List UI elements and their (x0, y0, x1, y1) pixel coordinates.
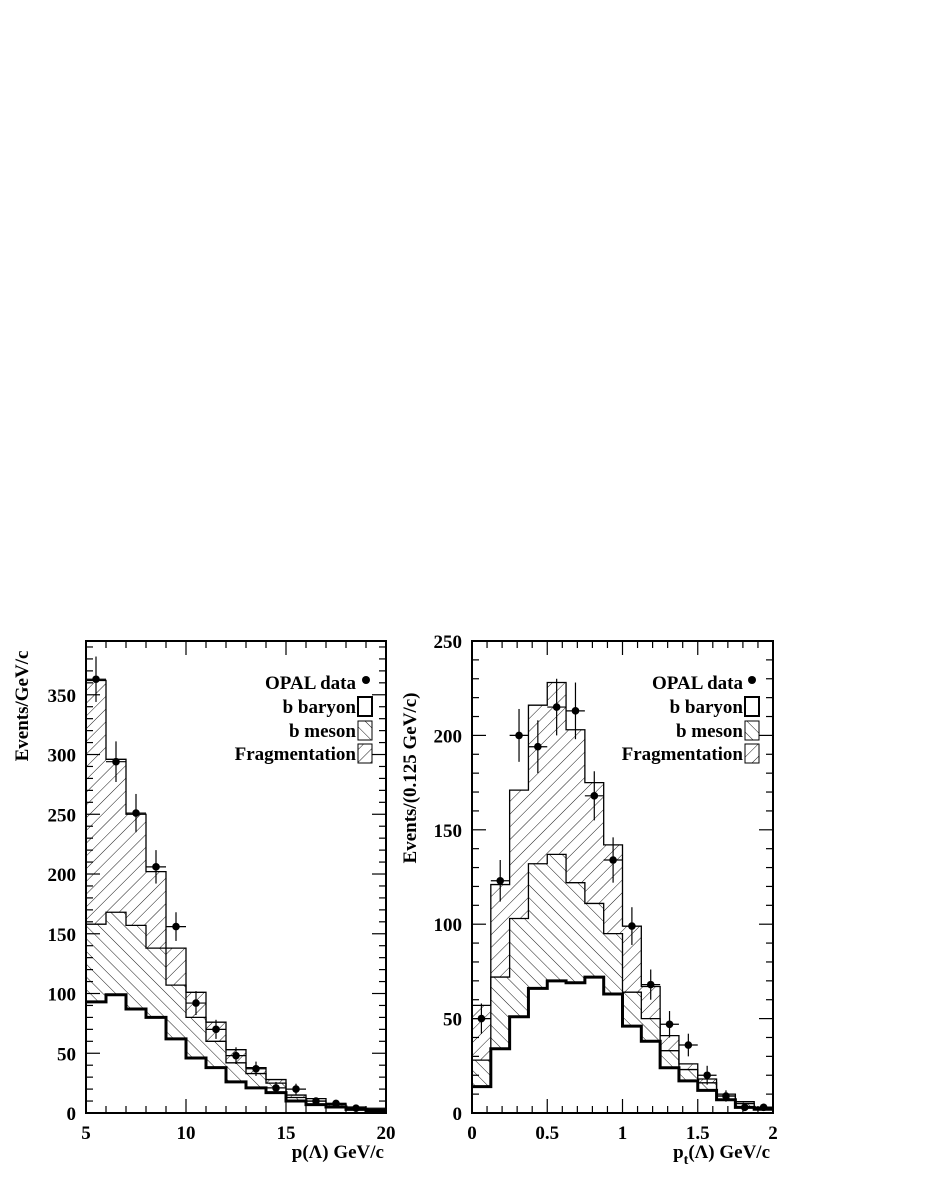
right-x-tick-label-1: 0.5 (535, 1123, 560, 1144)
left-legend-box-empty-icon (358, 697, 372, 716)
right-data-point-0 (478, 1015, 486, 1023)
right-x-tick-label-3: 1.5 (685, 1123, 710, 1144)
left-legend-dot-icon (362, 676, 370, 684)
right-x-axis-title-main: p (673, 1142, 684, 1163)
right-b-meson-bin-5 (566, 883, 585, 983)
left-data-point-7 (232, 1052, 240, 1060)
right-data-point-3 (534, 743, 542, 751)
right-data-point-14 (741, 1104, 749, 1112)
left-data-point-10 (292, 1085, 300, 1093)
left-data-point-11 (312, 1097, 320, 1105)
left-x-axis-title: p(Λ) GeV/c (291, 1142, 384, 1163)
left-data-point-9 (272, 1084, 280, 1092)
left-y-tick-label-4: 200 (47, 865, 76, 887)
left-data-point-12 (332, 1100, 340, 1108)
right-b-meson-bin-11 (679, 1070, 698, 1081)
right-b-meson-bin-6 (585, 903, 604, 977)
right-legend-label-b-meson: b meson (675, 721, 743, 742)
left-legend-box-slash-icon (358, 744, 372, 763)
left-y-axis-title: Events/GeV/c (12, 650, 33, 762)
right-data-point-4 (553, 703, 561, 711)
left-data-point-13 (352, 1104, 360, 1112)
right-x-tick-label-0: 0 (467, 1123, 477, 1144)
right-fragmentation-bin-5 (566, 730, 585, 883)
right-legend-label-b-baryon: b baryon (669, 697, 743, 718)
right-b-meson-bin-4 (547, 854, 566, 980)
right-fragmentation-bin-10 (660, 1036, 679, 1051)
right-b-meson-bin-0 (472, 1060, 491, 1086)
right-y-tick-label-0: 0 (452, 1104, 462, 1125)
right-x-axis-title (673, 1142, 770, 1168)
left-x-tick-label-3: 20 (376, 1123, 396, 1144)
left-data-point-0 (92, 675, 100, 683)
right-legend (622, 673, 759, 765)
right-data-point-12 (703, 1071, 711, 1079)
left-b-meson-bin-3 (146, 948, 166, 1017)
right-data-point-5 (572, 707, 580, 715)
left-fragmentation-bin-4 (166, 948, 186, 985)
left-data-point-3 (152, 863, 160, 871)
right-legend-dot-icon (748, 676, 756, 684)
right-data-point-1 (496, 877, 504, 885)
right-b-meson-bin-10 (660, 1051, 679, 1068)
left-legend-label-opal-data: OPAL data (265, 673, 356, 694)
left-legend-box-backslash-icon (358, 721, 372, 740)
right-legend-box-empty-icon (745, 697, 759, 716)
left-y-tick-label-0: 0 (66, 1104, 76, 1125)
left-b-meson-bin-1 (106, 912, 126, 994)
right-data-point-7 (609, 856, 617, 864)
left-legend-label-b-meson: b meson (288, 721, 356, 742)
right-y-tick-label-2: 100 (433, 915, 462, 937)
left-data-point-6 (212, 1026, 220, 1034)
left-x-tick-label-1: 10 (176, 1123, 196, 1144)
right-legend-box-backslash-icon (745, 721, 759, 740)
right-y-tick-label-4: 200 (433, 726, 462, 748)
right-x-axis-title-rest: (Λ) GeV/c (688, 1142, 770, 1163)
left-y-tick-label-6: 300 (47, 745, 76, 767)
left-y-tick-label-1: 50 (57, 1044, 76, 1066)
right-b-meson-bin-1 (491, 977, 510, 1049)
left-data-point-5 (192, 999, 200, 1007)
left-y-tick-label-5: 250 (47, 805, 76, 827)
right-data-point-10 (666, 1020, 674, 1028)
right-data-point-13 (722, 1092, 730, 1100)
right-b-meson-bin-7 (604, 934, 623, 994)
left-y-tick-label-2: 100 (47, 984, 76, 1006)
right-legend-label-opal-data: OPAL data (652, 673, 743, 694)
chart-panel-momentum (12, 641, 396, 1163)
left-legend (235, 673, 372, 765)
left-b-meson-bin-0 (86, 924, 106, 1002)
left-data-point-4 (172, 923, 180, 931)
right-y-tick-label-1: 50 (443, 1009, 462, 1031)
right-b-meson-bin-3 (528, 864, 547, 989)
right-legend-label-fragmentation: Fragmentation (621, 744, 743, 765)
right-y-axis-title: Events/(0.125 GeV/c) (400, 692, 421, 864)
left-fragmentation-bin-1 (106, 759, 126, 912)
right-b-meson-bin-9 (641, 1019, 660, 1042)
right-data-point-11 (685, 1041, 693, 1049)
right-y-tick-label-5: 250 (433, 632, 462, 653)
left-b-meson-bin-2 (126, 925, 146, 1009)
right-legend-box-slash-icon (745, 744, 759, 763)
left-b-meson-bin-6 (206, 1041, 226, 1067)
right-x-axis-title-subscript: t (683, 1153, 689, 1168)
left-b-meson-bin-5 (186, 1017, 206, 1058)
right-fragmentation-bin-11 (679, 1064, 698, 1070)
left-x-tick-label-2: 15 (276, 1123, 296, 1144)
left-data-point-8 (252, 1065, 260, 1073)
left-b-meson-bin-7 (226, 1063, 246, 1082)
right-y-tick-label-3: 150 (433, 820, 462, 842)
left-legend-label-b-baryon: b baryon (282, 697, 356, 718)
chart-panel-transverse-momentum (400, 632, 778, 1168)
right-data-point-15 (760, 1104, 768, 1112)
right-x-tick-label-2: 1 (617, 1123, 628, 1144)
right-x-tick-label-4: 2 (768, 1123, 778, 1144)
left-y-tick-label-7: 350 (47, 685, 76, 707)
right-data-point-6 (590, 792, 598, 800)
left-data-point-2 (132, 809, 140, 817)
right-data-point-9 (647, 981, 655, 989)
left-x-tick-label-0: 5 (81, 1123, 91, 1144)
right-data-point-8 (628, 922, 636, 930)
left-b-meson-bin-4 (166, 985, 186, 1039)
right-fragmentation-bin-2 (510, 790, 529, 918)
left-data-point-1 (112, 758, 120, 766)
right-b-meson-bin-8 (623, 992, 642, 1026)
right-b-meson-bin-2 (510, 919, 529, 1017)
left-y-tick-label-3: 150 (47, 924, 76, 946)
left-legend-label-fragmentation: Fragmentation (234, 744, 356, 765)
right-data-point-2 (515, 732, 523, 740)
